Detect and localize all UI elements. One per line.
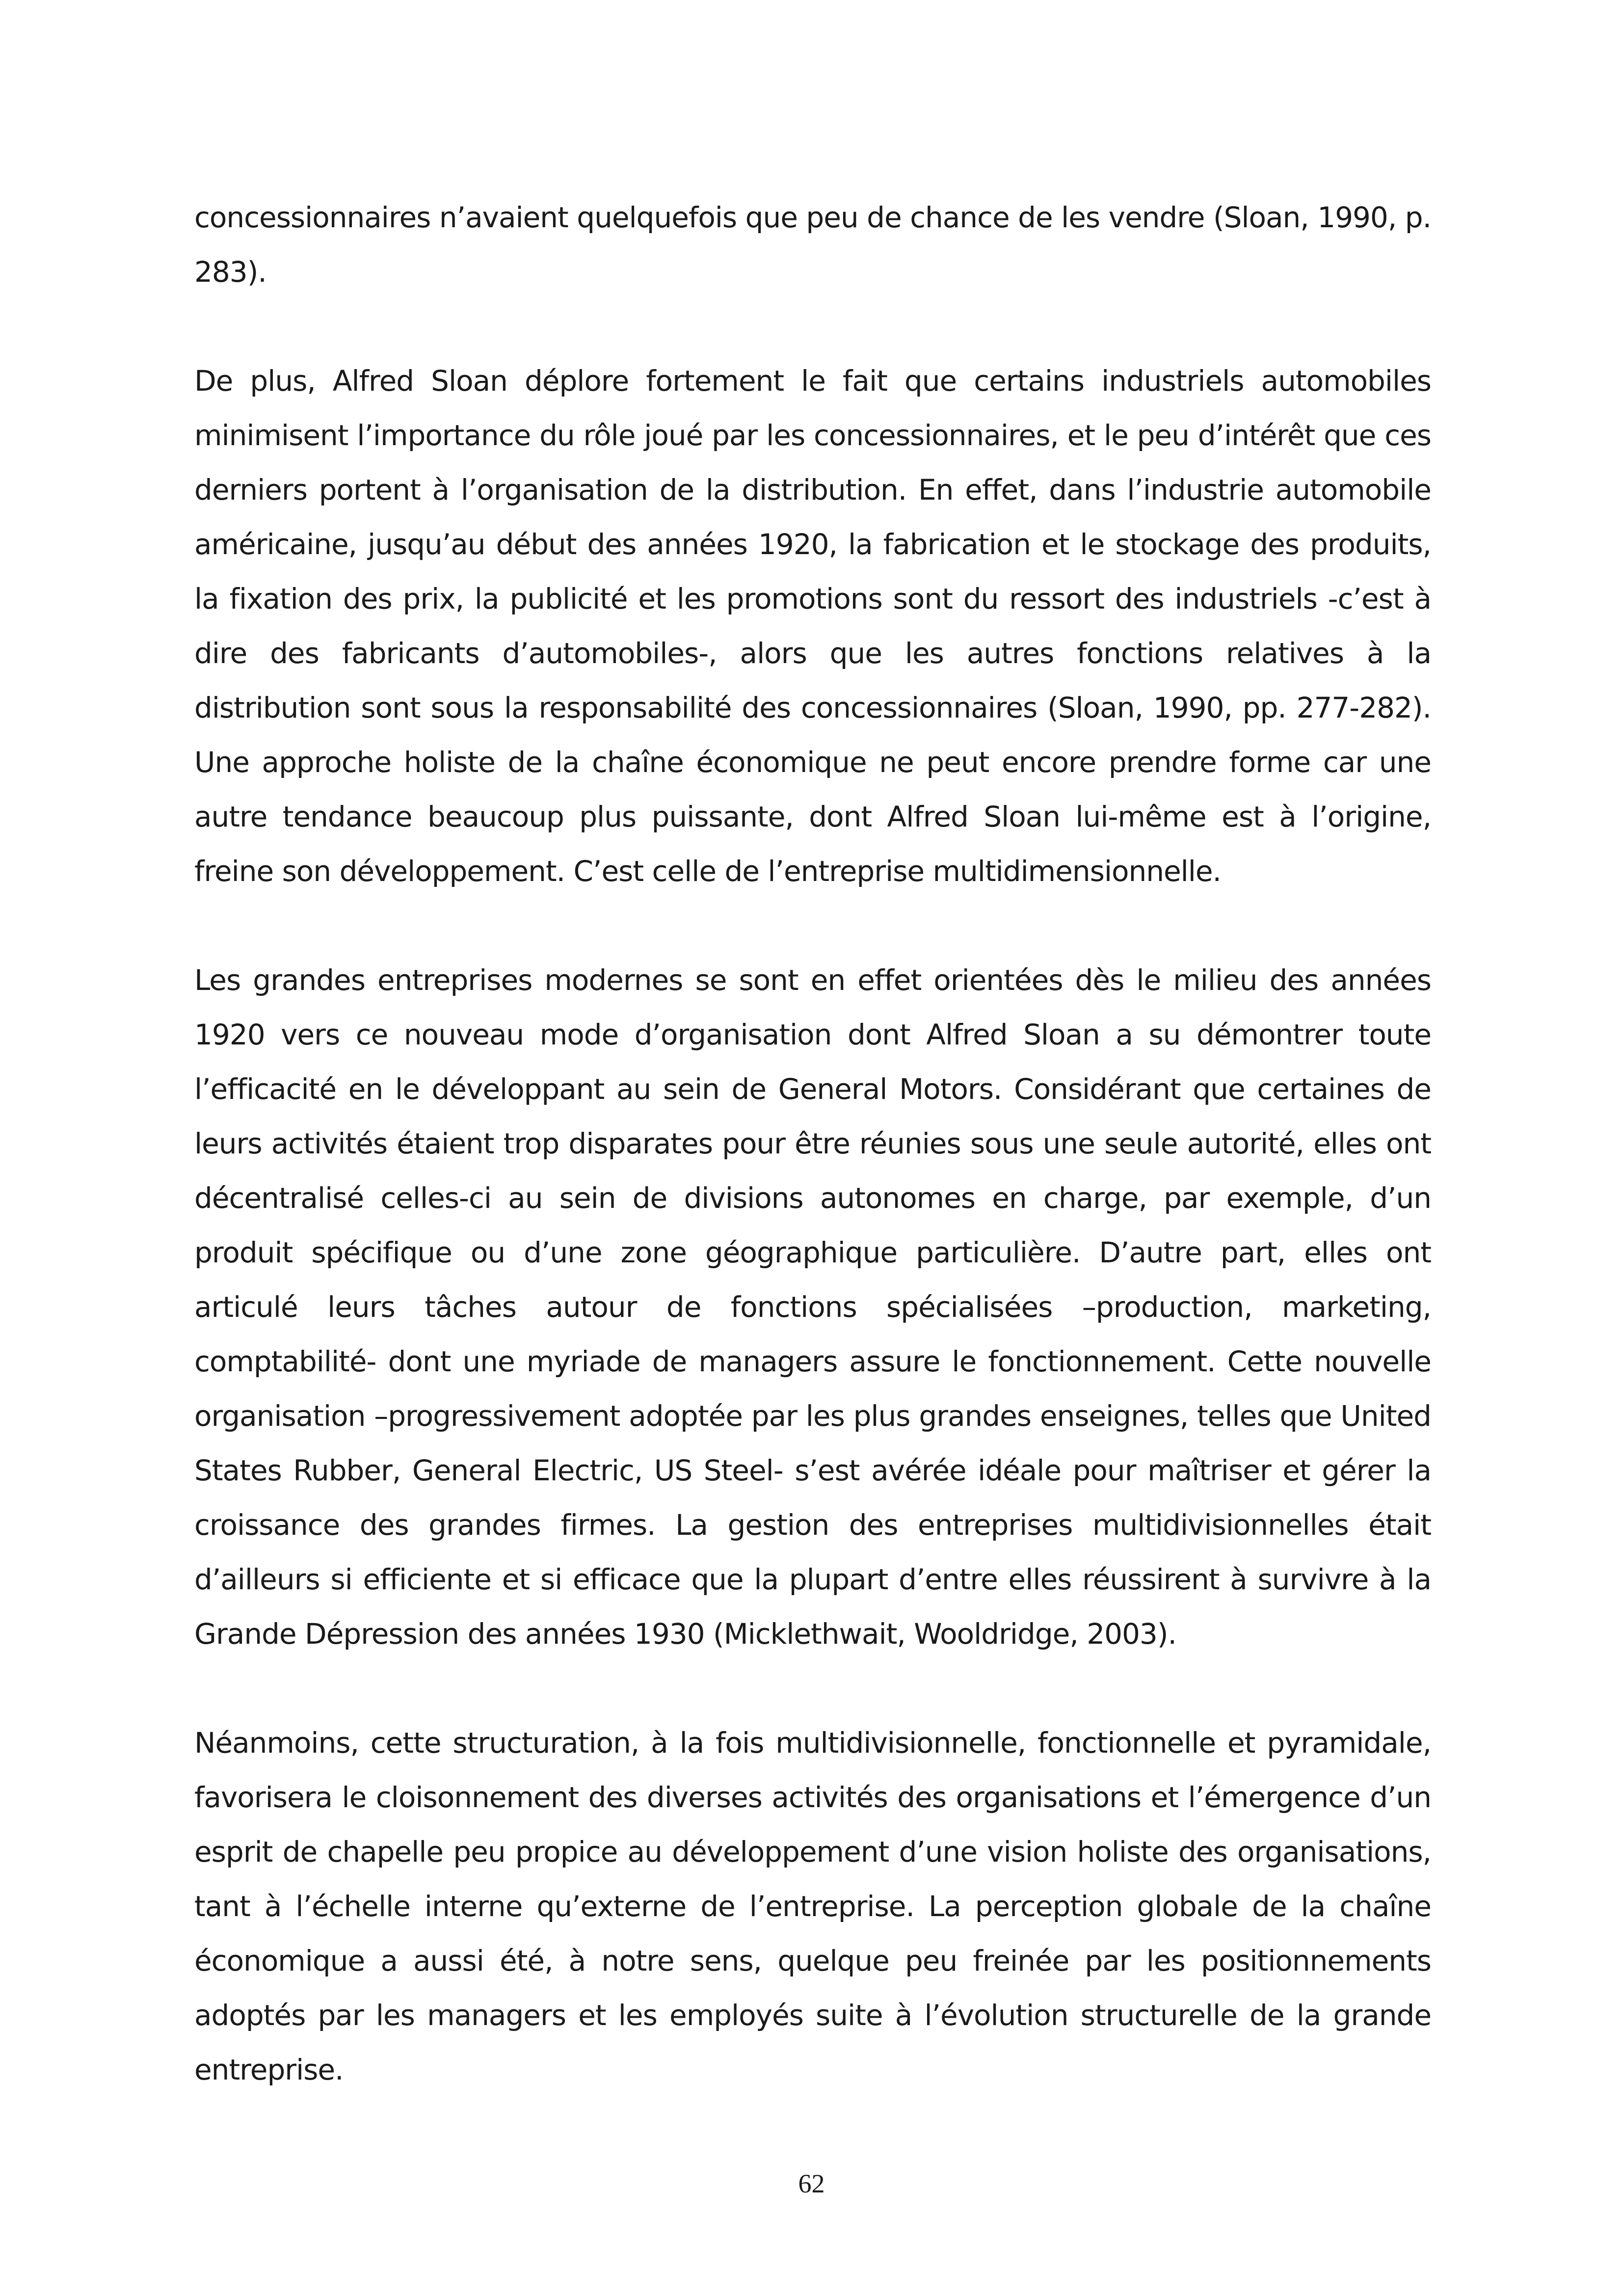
page-number: 62: [798, 2169, 825, 2198]
body-text: [194, 190, 1431, 2152]
paragraph-1: concessionnaires n’avaient quelquefois que peu de chance de les vendre (Sloan, 1990, p. 283).: [194, 201, 1431, 289]
paragraph-4: Néanmoins, cette structuration, à la fois multidivisionnelle, fonctionnelle et pyramidale, favorisera le cloisonnement des diverses activités des organisations et l’émergence d’un esprit de chapelle peu propice au développement d’une vision holiste des organisations, tant à l’échelle interne qu’externe de l’entreprise. La perception globale de la chaîne économique a aussi été, à notre sens, quelque peu freinée par les positionnements adoptés par les managers et les employés suite à l’évolution structurelle de la grande entreprise.: [194, 1726, 1431, 2086]
paragraph-3: Les grandes entreprises modernes se sont en effet orientées dès le milieu des années 1920 vers ce nouveau mode d’organisation dont Alfred Sloan a su démontrer toute l’efficacité en le développant au sein de General Motors. Considérant que certaines de leurs activités étaient trop disparates pour être réunies sous une seule autorité, elles ont décentralisé celles-ci au sein de divisions autonomes en charge, par exemple, d’un produit spécifique ou d’une zone géographique particulière. D’autre part, elles ont articulé leurs tâches autour de fonctions spécialisées –production, marketing, comptabilité- dont une myriade de managers assure le fonctionnement. Cette nouvelle organisation –progressivement adoptée par les plus grandes enseignes, telles que United States Rubber, General Electric, US Steel- s’est avérée idéale pour maîtriser et gérer la croissance des grandes firmes. La gestion des entreprises multidivisionnelles était d’ailleurs si efficiente et si efficace que la plupart d’entre elles réussirent à survivre à la Grande Dépression des années 1930 (Micklethwait, Wooldridge, 2003).: [194, 963, 1431, 1651]
paragraph-2: De plus, Alfred Sloan déplore fortement le fait que certains industriels automobiles minimisent l’importance du rôle joué par les concessionnaires, et le peu d’intérêt que ces derniers portent à l’organisation de la distribution. En effet, dans l’industrie automobile américaine, jusqu’au début des années 1920, la fabrication et le stockage des produits, la fixation des prix, la publicité et les promotions sont du ressort des industriels -c’est à dire des fabricants d’automobiles-, alors que les autres fonctions relatives à la distribution sont sous la responsabilité des concessionnaires (Sloan, 1990, pp. 277-282). Une approche holiste de la chaîne économique ne peut encore prendre forme car une autre tendance beaucoup plus puissante, dont Alfred Sloan lui-même est à l’origine, freine son développement. C’est celle de l’entreprise multidimensionnelle.: [194, 364, 1431, 888]
